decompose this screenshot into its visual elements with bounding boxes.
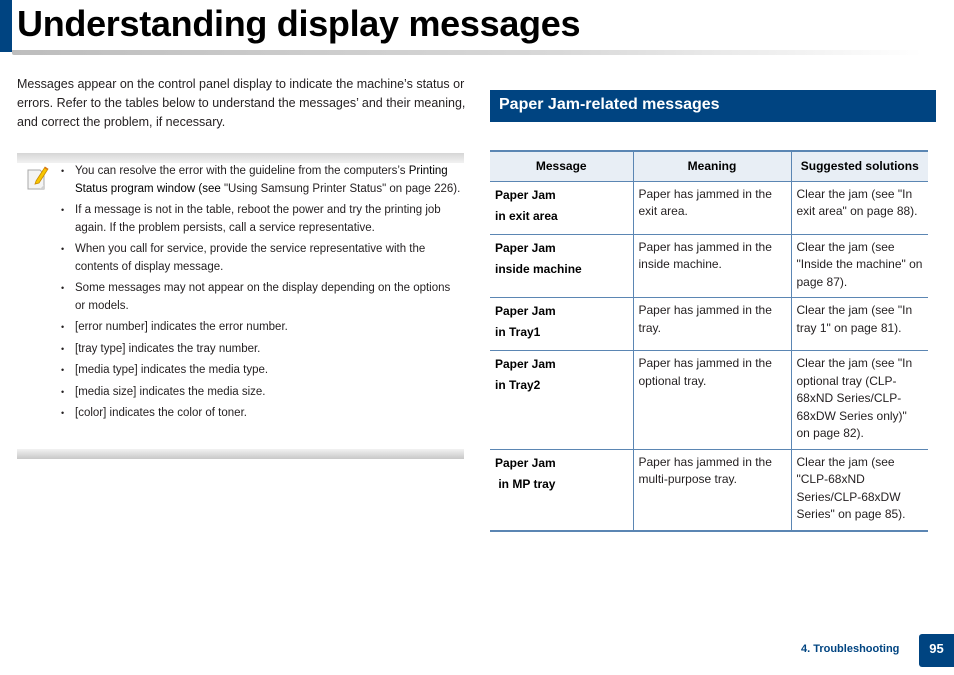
note-item: • [color] indicates the color of toner. xyxy=(61,405,463,423)
solution-cell[interactable]: Clear the jam (see "In tray 1" on page 81). xyxy=(791,298,928,351)
cross-reference-link[interactable]: "Using Samsung Printer Status" on page 226). xyxy=(223,182,461,195)
note-bottom-bar xyxy=(17,449,464,459)
table-row xyxy=(490,181,928,234)
note-item: • [media type] indicates the media type. xyxy=(61,362,463,380)
note-top-bar xyxy=(17,153,464,163)
column-header-message: Message xyxy=(490,151,633,181)
solution-cell[interactable]: Clear the jam (see "In exit area" on page 88). xyxy=(791,181,928,234)
paper-jam-table xyxy=(490,150,928,532)
column-header-meaning: Meaning xyxy=(633,151,791,181)
note-pencil-icon xyxy=(27,165,49,191)
note-item: • Some messages may not appear on the display depending on the options or models. xyxy=(61,280,463,315)
meaning-cell: Paper has jammed in the optional tray. xyxy=(633,351,791,450)
note-box xyxy=(17,153,464,459)
note-item: • [tray type] indicates the tray number. xyxy=(61,341,463,359)
title-divider xyxy=(12,50,922,55)
note-item: • When you call for service, provide the service representative with the contents of display message. xyxy=(61,241,463,276)
message-cell: Paper Jam inside machine xyxy=(490,234,633,298)
table-row xyxy=(490,234,928,298)
message-cell: Paper Jam in Tray2 xyxy=(490,351,633,450)
solution-cell[interactable]: Clear the jam (see "CLP-68xND Series/CLP-68xDW Series" on page 85). xyxy=(791,449,928,531)
table-row xyxy=(490,298,928,351)
page-title: Understanding display messages xyxy=(17,3,581,44)
meaning-cell: Paper has jammed in the multi-purpose tray. xyxy=(633,449,791,531)
title-accent-bar xyxy=(0,0,12,52)
note-item: • If a message is not in the table, reboot the power and try the printing job again. If the problem persists, call a service representative. xyxy=(61,202,463,237)
message-cell: Paper Jam in MP tray xyxy=(490,449,633,531)
note-list xyxy=(61,163,463,427)
note-item: • You can resolve the error with the guideline from the computers’s Printing Status program window (see "Using Samsung Printer Status" on page 226). xyxy=(61,163,463,198)
section-header: Paper Jam-related messages xyxy=(490,90,936,122)
meaning-cell: Paper has jammed in the inside machine. xyxy=(633,234,791,298)
message-cell: Paper Jam in Tray1 xyxy=(490,298,633,351)
solution-cell[interactable]: Clear the jam (see "In optional tray (CLP-68xND Series/CLP-68xDW Series only)" on page 82). xyxy=(791,351,928,450)
chapter-label: 4. Troubleshooting xyxy=(801,643,900,655)
note-item: • [error number] indicates the error number. xyxy=(61,319,463,337)
meaning-cell: Paper has jammed in the tray. xyxy=(633,298,791,351)
message-cell: Paper Jam in exit area xyxy=(490,181,633,234)
solution-cell[interactable]: Clear the jam (see "Inside the machine" on page 87). xyxy=(791,234,928,298)
note-item: • [media size] indicates the media size. xyxy=(61,384,463,402)
intro-paragraph: Messages appear on the control panel display to indicate the machine’s status or errors. Refer to the tables below to understand the messages’ and their meaning, and correct the problem, if necessary. xyxy=(17,77,466,129)
table-header-row xyxy=(490,151,928,181)
meaning-cell: Paper has jammed in the exit area. xyxy=(633,181,791,234)
table-row xyxy=(490,449,928,531)
page-number-badge: 95 xyxy=(919,634,954,667)
column-header-solutions: Suggested solutions xyxy=(791,151,928,181)
table-row xyxy=(490,351,928,450)
